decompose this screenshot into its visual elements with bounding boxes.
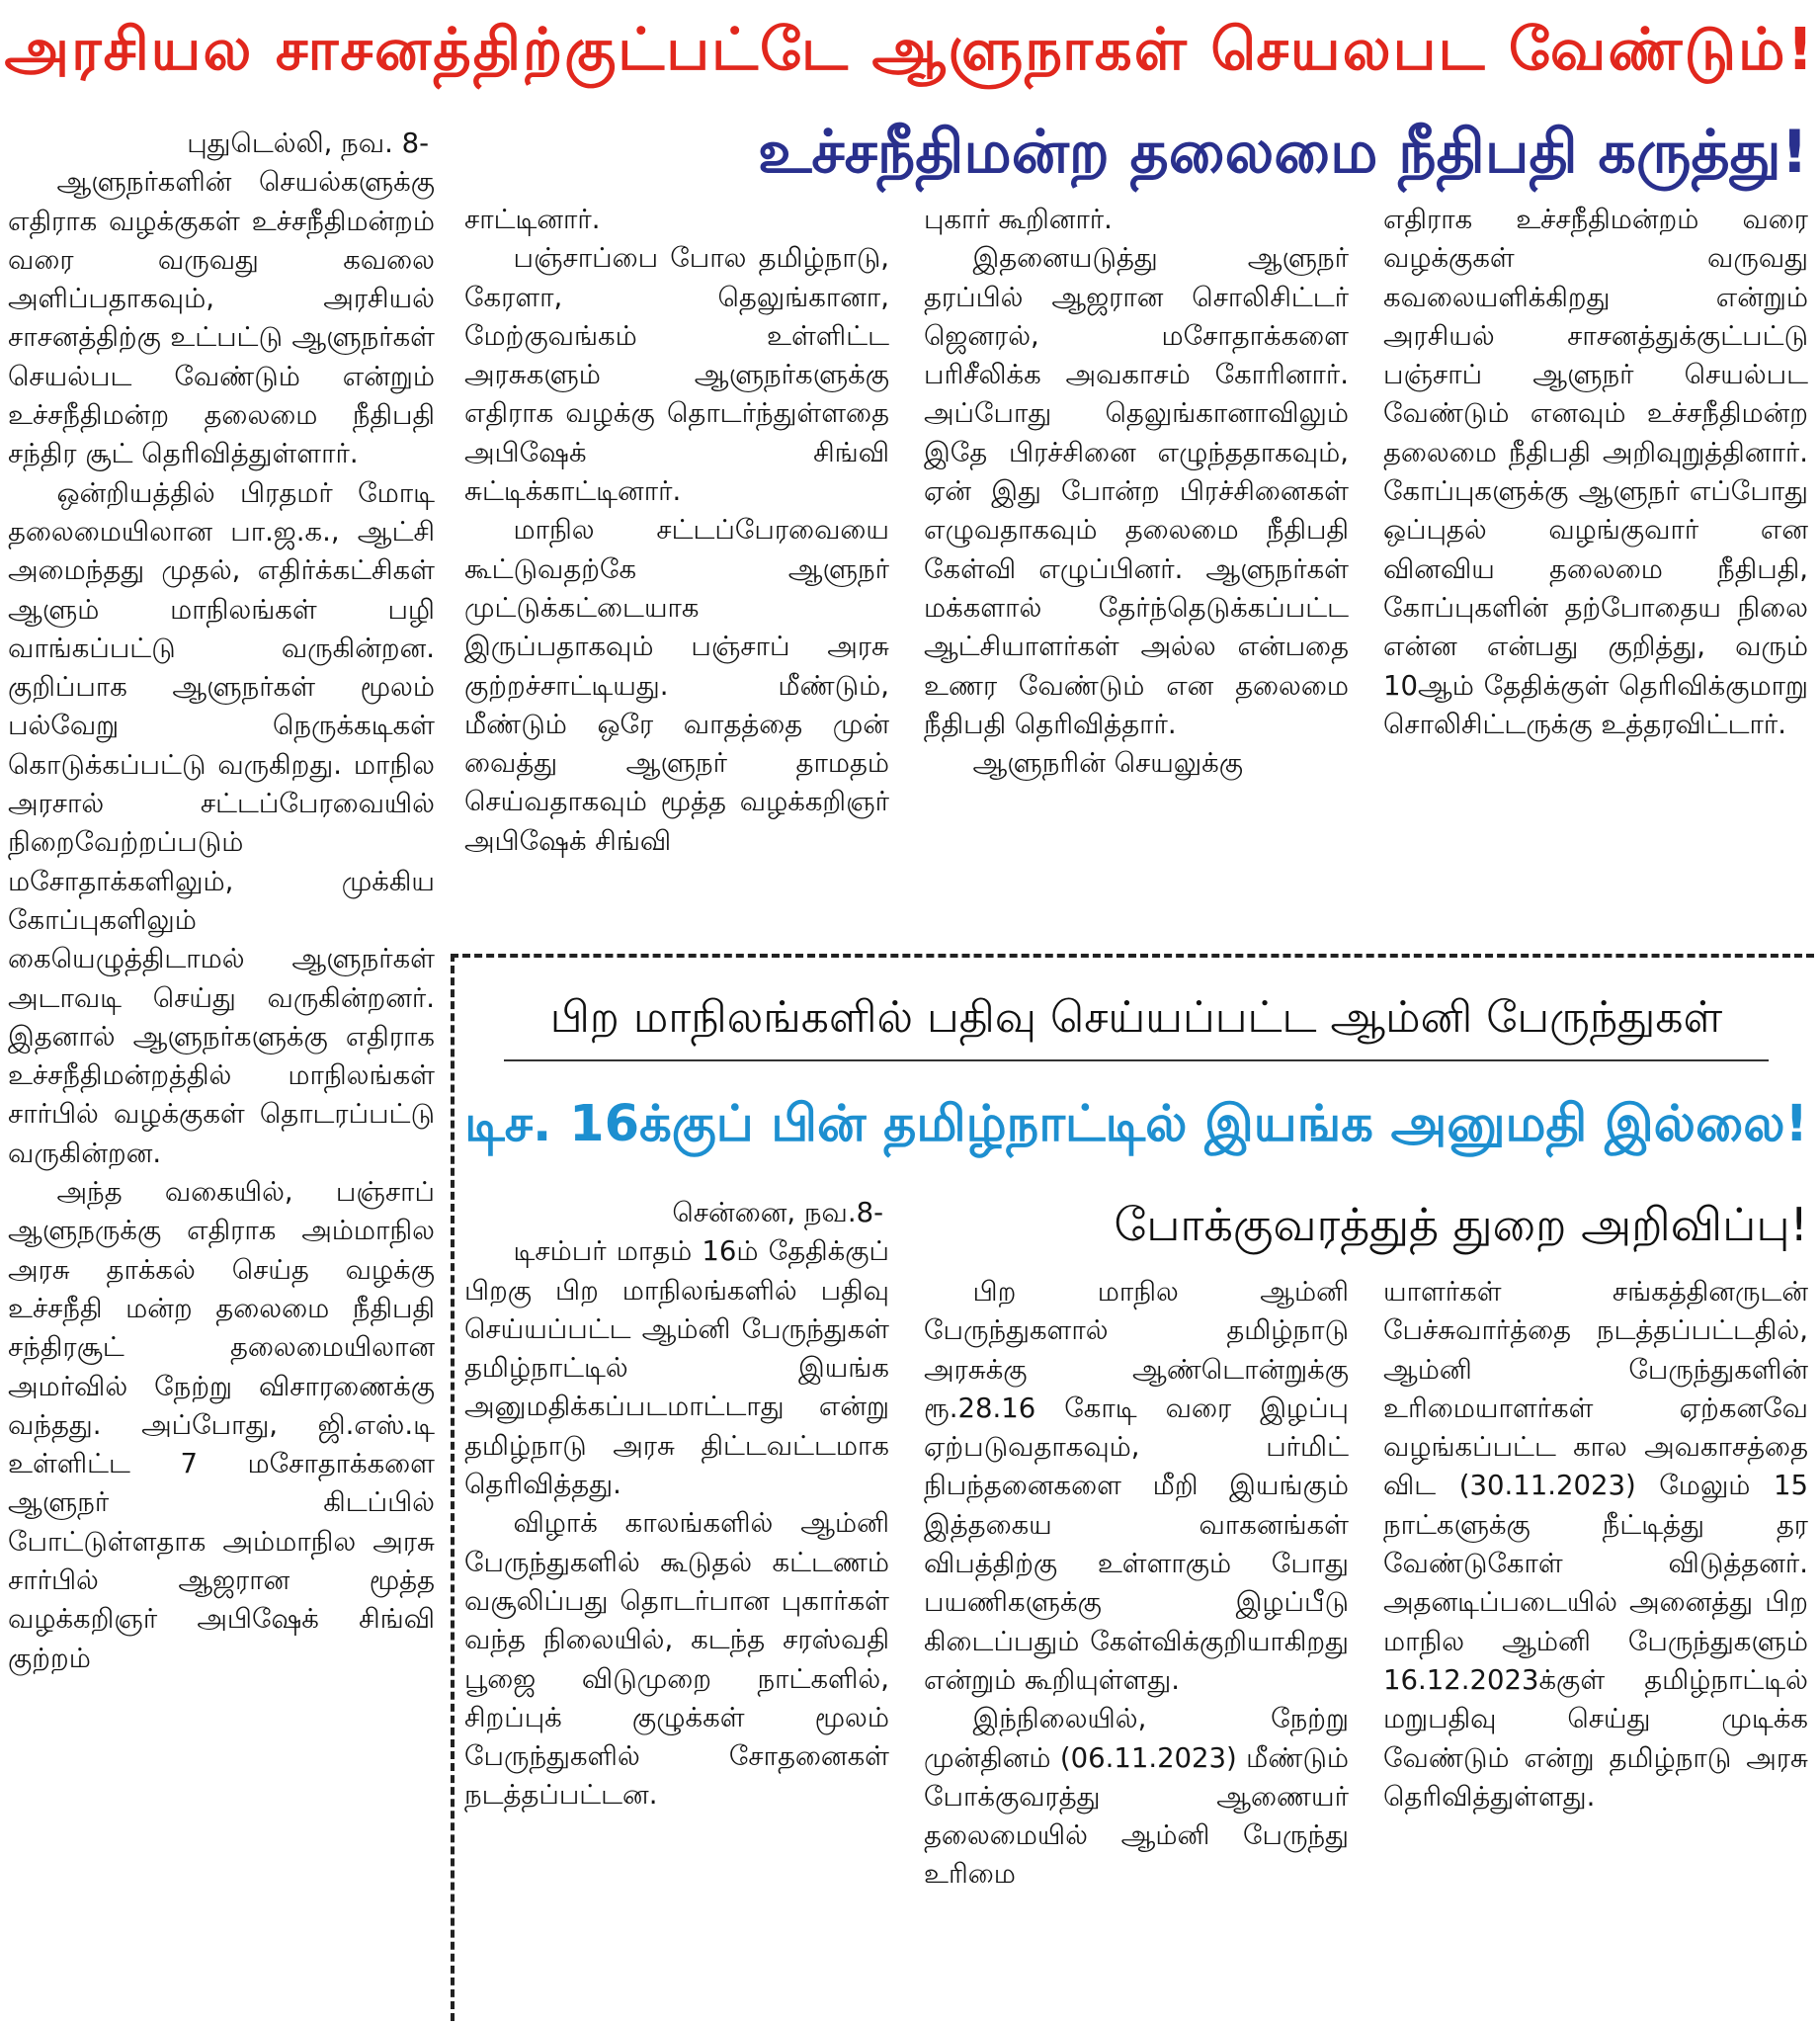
article2-headline: டிச. 16க்குப் பின் தமிழ்நாட்டில் இயங்க அனுமதி இல்லை! <box>464 1095 1808 1153</box>
paragraph: அந்த வகையில், பஞ்சாப் ஆளுநருக்கு எதிராக அம்மாநில அரசு தாக்கல் செய்த வழக்கு உச்சநீதி மன்ற தலைமை நீதிபதி சந்திரசூட் தலைமையிலான அமர்வில் நேற்று விசாரணைக்கு வந்தது. அப்போது, ஜி.எஸ்.டி உள்ளிட்ட 7 மசோதாக்களை ஆளுநர் கிடப்பில் போட்டுள்ளதாக அம்மாநில அரசு சார்பில் ஆஜரான மூத்த வழக்கறிஞர் அபிஷேக் சிங்வி குற்றம் <box>8 1176 435 1674</box>
paragraph: இந்நிலையில், நேற்று முன்தினம் (06.11.2023) மீண்டும் போக்குவரத்து ஆணையர் தலைமையில் ஆம்னி பேருந்து உரிமை <box>924 1703 1349 1891</box>
article1-column-3 <box>924 201 1349 942</box>
main-headline: அரசியல சாசனத்திற்குட்பட்டே ஆளுநாகள் செயலபட வேண்டும்! <box>4 15 1816 83</box>
paragraph: பிற மாநில ஆம்னி பேருந்துகளால் தமிழ்நாடு அரசுக்கு ஆண்டொன்றுக்கு ரூ.28.16 கோடி வரை இழப்பு ஏற்படுவதாகவும், பர்மிட் நிபந்தனைகளை மீறி இயங்கும் இத்தகைய வாகனங்கள் விபத்திற்கு உள்ளாகும் போது பயணிகளுக்கு இழப்பீடு கிடைப்பதும் கேள்விக்குறியாகிறது என்றும் கூறியுள்ளது. <box>924 1276 1349 1696</box>
article2-column-2 <box>924 1273 1349 2022</box>
article1-column-1 <box>8 125 435 2022</box>
paragraph: இதனையடுத்து ஆளுநர் தரப்பில் ஆஜரான சொலிசிட்டர் ஜெனரல், மசோதாக்களை பரிசீலிக்க அவகாசம் கோரினார். அப்போது தெலுங்கானாவிலும் இதே பிரச்சினை எழுந்ததாகவும், ஏன் இது போன்ற பிரச்சினைகள் எழுவதாகவும் தலைமை நீதிபதி கேள்வி எழுப்பினர். ஆளுநர்கள் மக்களால் தேர்ந்தெடுக்கப்பட்ட ஆட்சியாளர்கள் அல்ல என்பதை உணர வேண்டும் என தலைமை நீதிபதி தெரிவித்தார். <box>924 242 1349 740</box>
article2-subheadline: போக்குவரத்துத் துறை அறிவிப்பு! <box>1114 1198 1808 1251</box>
article2-column-1 <box>464 1194 889 2022</box>
sub-headline: உச்சநீதிமன்ற தலைமை நீதிபதி கருத்து! <box>757 118 1808 187</box>
article1-column-4 <box>1383 201 1808 942</box>
paragraph: ஆளுநர்களின் செயல்களுக்கு எதிராக வழக்குகள் உச்சநீதிமன்றம் வரை வருவது கவலை அளிப்பதாகவும், அரசியல் சாசனத்திற்கு உட்பட்டு ஆளுநர்கள் செயல்பட வேண்டும் என்றும் உச்சநீதிமன்ற தலைமை நீதிபதி சந்திர சூட் தெரிவித்துள்ளார். <box>8 166 435 470</box>
article2-column-3 <box>1383 1273 1808 2022</box>
paragraph: சாட்டினார். <box>464 204 601 235</box>
paragraph: யாளர்கள் சங்கத்தினருடன் பேச்சுவார்த்தை நடத்தப்பட்டதில், ஆம்னி பேருந்துகளின் உரிமையாளர்கள் ஏற்கனவே வழங்கப்பட்ட கால அவகாசத்தை விட (30.11.2023) மேலும் 15 நாட்களுக்கு நீட்டித்து தர வேண்டுகோள் விடுத்தனர். அதனடிப்படையில் அனைத்து பிற மாநில ஆம்னி பேருந்துகளும் 16.12.2023க்குள் தமிழ்நாட்டில் மறுபதிவு செய்து முடிக்க வேண்டும் என்று தமிழ்நாடு அரசு தெரிவித்துள்ளது. <box>1383 1276 1808 1813</box>
article-separator <box>451 954 1814 958</box>
dateline: புதுடெல்லி, நவ. 8- <box>187 127 429 159</box>
article2-kicker: பிற மாநிலங்களில் பதிவு செய்யப்பட்ட ஆம்னி பேருந்துகள் <box>549 992 1723 1043</box>
paragraph: ஆளுநரின் செயலுக்கு <box>972 747 1244 780</box>
paragraph: பஞ்சாப்பை போல தமிழ்நாடு, கேரளா, தெலுங்கானா, மேற்குவங்கம் உள்ளிட்ட அரசுகளும் ஆளுநர்களுக்கு எதிராக வழக்கு தொடர்ந்துள்ளதை அபிஷேக் சிங்வி சுட்டிக்காட்டினார். <box>464 242 889 508</box>
paragraph: மாநில சட்டப்பேரவையை கூட்டுவதற்கே ஆளுநர் முட்டுக்கட்டையாக இருப்பதாகவும் பஞ்சாப் அரசு குற்றச்சாட்டியது. மீண்டும், மீண்டும் ஒரே வாதத்தை முன் வைத்து ஆளுநர் தாமதம் செய்வதாகவும் மூத்த வழக்கறிஞர் அபிஷேக் சிங்வி <box>464 514 889 857</box>
article1-column-2 <box>464 201 889 942</box>
paragraph: புகார் கூறினார். <box>924 204 1113 235</box>
dateline: சென்னை, நவ.8- <box>672 1197 883 1228</box>
kicker-rule <box>504 1059 1769 1061</box>
paragraph: ஒன்றியத்தில் பிரதமர் மோடி தலைமையிலான பா.ஜ.க., ஆட்சி அமைந்தது முதல், எதிர்க்கட்சிகள் ஆளும் மாநிலங்கள் பழி வாங்கப்பட்டு வருகின்றன. குறிப்பாக ஆளுநர்கள் மூலம் பல்வேறு நெருக்கடிகள் கொடுக்கப்பட்டு வருகிறது. மாநில அரசால் சட்டப்பேரவையில் நிறைவேற்றப்படும் மசோதாக்களிலும், முக்கிய கோப்புகளிலும் கையெழுத்திடாமல் ஆளுநர்கள் அடாவடி செய்து வருகின்றனர். இதனால் ஆளுநர்களுக்கு எதிராக உச்சநீதிமன்றத்தில் மாநிலங்கள் சார்பில் வழக்குகள் தொடரப்பட்டு வருகின்றன. <box>8 476 435 1169</box>
paragraph: எதிராக உச்சநீதிமன்றம் வரை வழக்குகள் வருவது கவலையளிக்கிறது என்றும் அரசியல் சாசனத்துக்குட்பட்டு பஞ்சாப் ஆளுநர் செயல்பட வேண்டும் எனவும் உச்சநீதிமன்ற தலைமை நீதிபதி அறிவுறுத்தினார். கோப்புகளுக்கு ஆளுநர் எப்போது ஒப்புதல் வழங்குவார் என வினவிய தலைமை நீதிபதி, கோப்புகளின் தற்போதைய நிலை என்ன என்பது குறித்து, வரும் 10ஆம் தேதிக்குள் தெரிவிக்குமாறு சொலிசிட்டருக்கு உத்தரவிட்டார். <box>1383 204 1808 740</box>
column-divider <box>451 954 455 2021</box>
paragraph: டிசம்பர் மாதம் 16ம் தேதிக்குப் பிறகு பிற மாநிலங்களில் பதிவு செய்யப்பட்ட ஆம்னி பேருந்துகள் தமிழ்நாட்டில் இயங்க அனுமதிக்கப்படமாட்டாது என்று தமிழ்நாடு அரசு திட்டவட்டமாக தெரிவித்தது. <box>464 1235 889 1501</box>
paragraph: விழாக் காலங்களில் ஆம்னி பேருந்துகளில் கூடுதல் கட்டணம் வசூலிப்பது தொடர்பான புகார்கள் வந்த நிலையில், கடந்த சரஸ்வதி பூஜை விடுமுறை நாட்களில், சிறப்புக் குழுக்கள் மூலம் பேருந்துகளில் சோதனைகள் நடத்தப்பட்டன. <box>464 1507 889 1812</box>
